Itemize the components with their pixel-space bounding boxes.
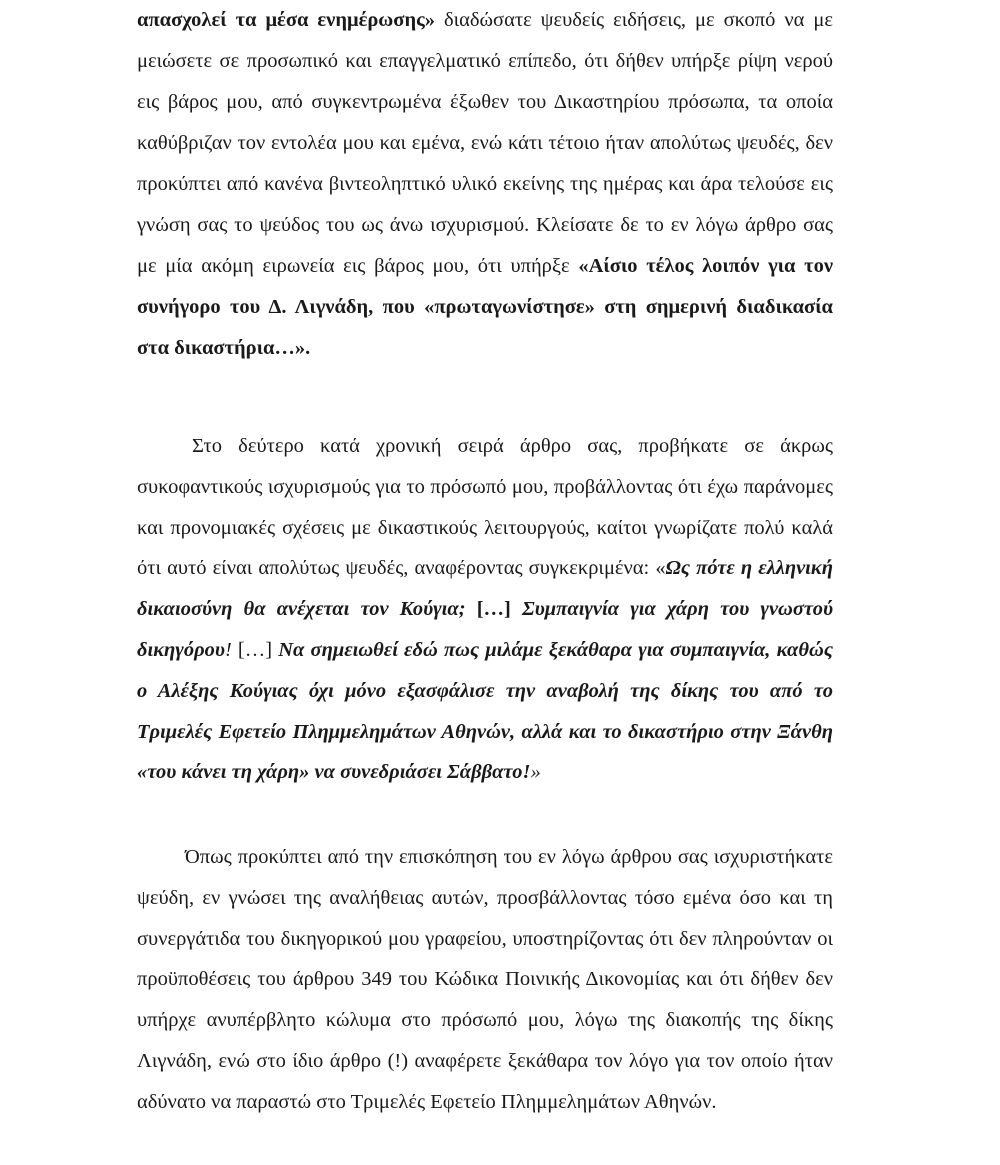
text-segment: »: [530, 761, 541, 784]
text-segment: Όπως προκύπτει από την επισκόπηση του εν λόγω άρθρου σας ισχυριστήκατε ψεύδη, εν γνώσει της αναλήθειας αυτών, προσβάλλοντας τόσο εμένα όσο και τη συνεργάτιδα του δικηγορικού μου γραφείου, υποστηρίζοντας ότι δεν πληρούνταν οι προϋποθέσεις του άρθρου 349 του Κώδικα Ποινικής Δικονομίας και ότι δήθεν δεν υπήρχε ανυπέρβλητο κώλυμα στο πρόσωπό μου, λόγω της διακοπής της δίκης Λιγνάδη, ενώ στο ίδιο άρθρο (!) αναφέρετε ξεκάθαρα τον λόγο για τον οποίο ήταν αδύνατο να παραστώ στο Τριμελές Εφετείο Πλημμελημάτων Αθηνών.: [137, 846, 833, 1113]
text-segment: !: [224, 638, 238, 661]
text-segment: Στο δεύτερο κατά χρονική σειρά άρθρο σας, προβήκατε σε άκρως συκοφαντικούς ισχυρισμούς για το πρόσωπό μου, προβάλλοντας ότι έχω παράνομες και προνομιακές σχέσεις με δικαστικούς λειτουργούς, καίτοι γνωρίζατε πολύ καλά ότι αυτό είναι απολύτως ψευδές, αναφέροντας συγκεκριμένα: «: [137, 435, 833, 580]
text-segment: διαδώσατε ψευδείς ειδήσεις, με σκοπό να με μειώσετε σε προσωπικό και επαγγελματικό επίπεδο, ότι δήθεν υπήρξε ρίψη νερού εις βάρος μου, από συγκεντρωμένα έξωθεν του Δικαστηρίου πρόσωπα, τα οποία καθύβριζαν τον εντολέα μου και εμένα, ενώ κάτι τέτοιο ήταν απολύτως ψευδές, δεν προκύπτει από κανένα βιντεοληπτικό υλικό εκείνης της ημέρας και άρα τελούσε εις γνώση σας το ψεύδος του ως άνω ισχυρισμού. Κλείσατε δε το εν λόγω άρθρο σας με μία ακόμη ειρωνεία εις βάρος μου, ότι υπήρξε: [137, 9, 833, 277]
text-segment: Συμπαιγνία για χάρη του γνωστού δικηγόρου: [137, 598, 834, 661]
paragraph-3: [137, 837, 833, 1123]
text-segment: […]: [237, 638, 279, 661]
paragraph-1: [137, 0, 833, 369]
paragraph-2: [137, 426, 833, 793]
text-segment: […]: [476, 598, 523, 621]
text-segment: «Αίσιο τέλος λοιπόν για τον συνήγορο του Δ. Λιγνάδη, που «πρωταγωνίστησε» στη σημερινή διαδικασία στα δικαστήρια…».: [137, 255, 834, 359]
text-segment: Ως πότε η ελληνική δικαιοσύνη θα ανέχεται τον Κούγια;: [137, 557, 833, 621]
text-segment: Να σημειωθεί εδώ πως μιλάμε ξεκάθαρα για συμπαιγνία, καθώς ο Αλέξης Κούγιας όχι μόνο εξασφάλισε την αναβολή της δίκης του από το Τριμελές Εφετείο Πλημμελημάτων Αθηνών, αλλά και το δικαστήριο στην Ξάνθη «του κάνει τη χάρη» να συνεδριάσει Σάββατο!: [137, 638, 834, 784]
text-segment: απασχολεί τα μέσα ενημέρωσης»: [137, 9, 435, 31]
